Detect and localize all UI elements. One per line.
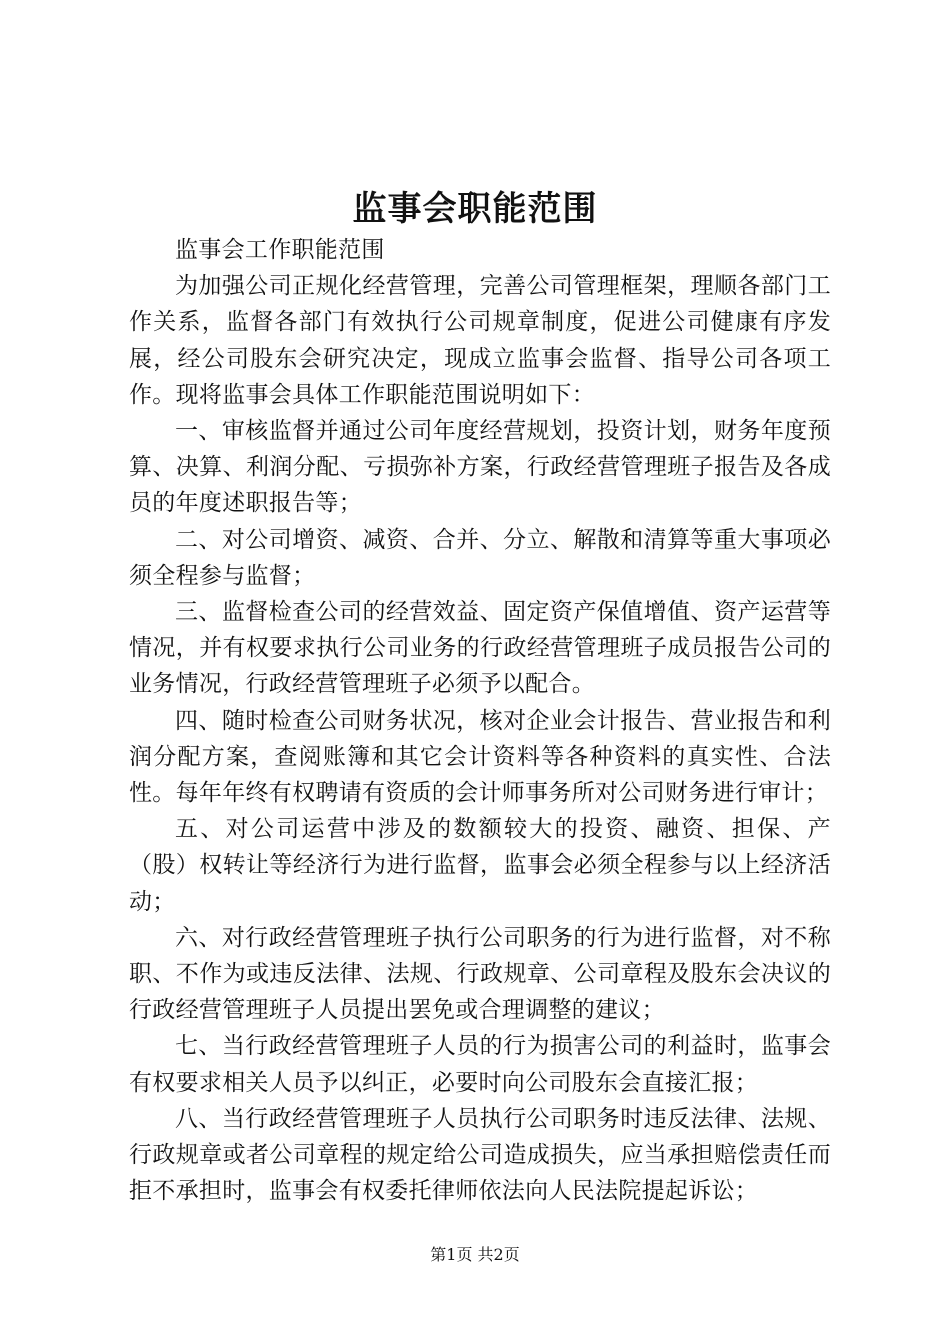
item-8-paragraph: 八、当行政经营管理班子人员执行公司职务时违反法律、法规、行政规章或者公司章程的规定给公司造成损失，应当承担赔偿责任而拒不承担时，监事会有权委托律师依法向人民法院提起诉讼； <box>129 1105 831 1205</box>
intro-paragraph: 为加强公司正规化经营管理，完善公司管理框架，理顺各部门工作关系，监督各部门有效执行公司规章制度，促进公司健康有序发展，经公司股东会研究决定，现成立监事会监督、指导公司各项工作。现将监事会具体工作职能范围说明如下： <box>129 273 831 408</box>
document-title: 监事会职能范围 <box>352 189 598 229</box>
item-6-paragraph: 六、对行政经营管理班子执行公司职务的行为进行监督，对不称职、不作为或违反法律、法规、行政规章、公司章程及股东会决议的行政经营管理班子人员提出罢免或合理调整的建议； <box>129 924 831 1024</box>
item-3-paragraph: 三、监督检查公司的经营效益、固定资产保值增值、资产运营等情况，并有权要求执行公司业务的行政经营管理班子成员报告公司的业务情况，行政经营管理班子必须予以配合。 <box>129 599 831 698</box>
page-number-footer: 第1页 共2页 <box>430 1245 520 1264</box>
item-4-paragraph: 四、随时检查公司财务状况，核对企业会计报告、营业报告和利润分配方案，查阅账簿和其它会计资料等各种资料的真实性、合法性。每年年终有权聘请有资质的会计师事务所对公司财务进行审计； <box>129 707 831 807</box>
item-5-paragraph: 五、对公司运营中涉及的数额较大的投资、融资、担保、产（股）权转让等经济行为进行监督，监事会必须全程参与以上经济活动； <box>129 816 831 915</box>
item-1-paragraph: 一、审核监督并通过公司年度经营规划，投资计划，财务年度预算、决算、利润分配、亏损弥补方案，行政经营管理班子报告及各成员的年度述职报告等； <box>129 418 831 517</box>
item-2-paragraph: 二、对公司增资、减资、合并、分立、解散和清算等重大事项必须全程参与监督； <box>129 526 831 589</box>
document-body <box>129 232 831 1209</box>
section-heading: 监事会工作职能范围 <box>175 237 385 263</box>
item-7-paragraph: 七、当行政经营管理班子人员的行为损害公司的利益时，监事会有权要求相关人员予以纠正，必要时向公司股东会直接汇报； <box>129 1033 831 1096</box>
